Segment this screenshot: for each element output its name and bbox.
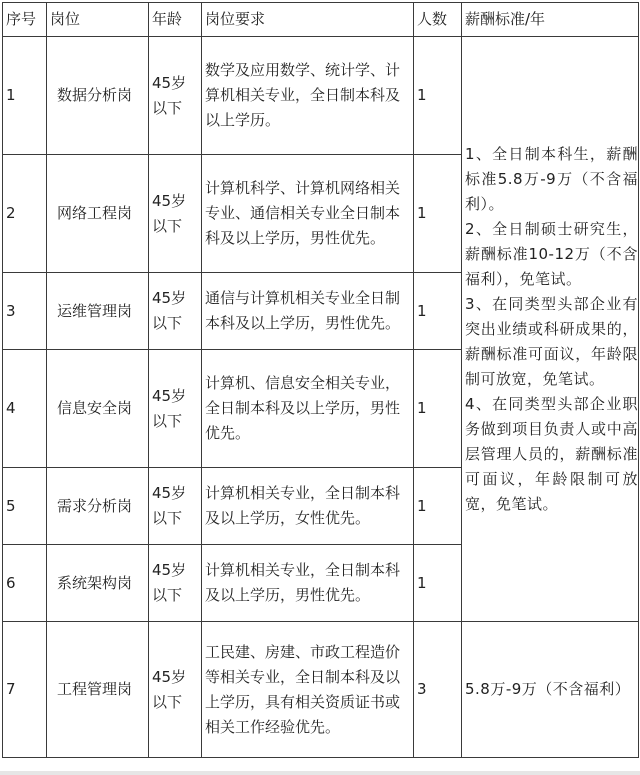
cell-count: 1 xyxy=(414,545,462,622)
salary-notes-cell xyxy=(462,37,639,622)
cell-seq: 3 xyxy=(3,273,47,350)
cell-position: 需求分析岗 xyxy=(47,468,149,545)
cell-age: 45岁以下 xyxy=(149,155,202,273)
cell-count: 1 xyxy=(414,350,462,468)
cell-age: 45岁以下 xyxy=(149,273,202,350)
cell-seq: 5 xyxy=(3,468,47,545)
cell-salary: 5.8万-9万（不含福利） xyxy=(462,622,639,758)
cell-age: 45岁以下 xyxy=(149,37,202,155)
cell-seq: 6 xyxy=(3,545,47,622)
cell-count: 1 xyxy=(414,155,462,273)
cell-requirement: 数学及应用数学、统计学、计算机相关专业，全日制本科及以上学历。 xyxy=(202,37,414,155)
header-age: 年龄 xyxy=(149,3,202,37)
cell-position: 运维管理岗 xyxy=(47,273,149,350)
cell-position: 信息安全岗 xyxy=(47,350,149,468)
cell-requirement: 通信与计算机相关专业全日制本科及以上学历，男性优先。 xyxy=(202,273,414,350)
cell-requirement: 计算机相关专业，全日制本科及以上学历，女性优先。 xyxy=(202,468,414,545)
cell-count: 1 xyxy=(414,37,462,155)
cell-count: 1 xyxy=(414,273,462,350)
cell-count: 3 xyxy=(414,622,462,758)
cell-age: 45岁以下 xyxy=(149,350,202,468)
cell-position: 系统架构岗 xyxy=(47,545,149,622)
cell-count: 1 xyxy=(414,468,462,545)
cell-seq: 2 xyxy=(3,155,47,273)
table-row xyxy=(3,622,639,758)
header-salary: 薪酬标准/年 xyxy=(462,3,639,37)
cell-position: 数据分析岗 xyxy=(47,37,149,155)
salary-note: 4、在同类型头部企业职务做到项目负责人或中高层管理人员的，薪酬标准可面议，年龄限制可放宽，免笔试。 xyxy=(465,394,638,513)
salary-note: 3、在同类型头部企业有突出业绩或科研成果的，薪酬标准可面议，年龄限制可放宽，免笔试。 xyxy=(465,294,638,388)
header-seq: 序号 xyxy=(3,3,47,37)
table-row xyxy=(3,37,639,155)
salary-note: 1、全日制本科生，薪酬标准5.8万-9万（不含福利）。 xyxy=(465,144,638,213)
cell-seq: 4 xyxy=(3,350,47,468)
cell-requirement: 计算机、信息安全相关专业，全日制本科及以上学历，男性优先。 xyxy=(202,350,414,468)
cell-seq: 1 xyxy=(3,37,47,155)
cell-requirement: 计算机科学、计算机网络相关专业、通信相关专业全日制本科及以上学历，男性优先。 xyxy=(202,155,414,273)
recruitment-table xyxy=(2,2,639,758)
cell-age: 45岁以下 xyxy=(149,622,202,758)
bottom-divider xyxy=(0,771,640,775)
cell-requirement: 计算机相关专业，全日制本科及以上学历，男性优先。 xyxy=(202,545,414,622)
cell-position: 工程管理岗 xyxy=(47,622,149,758)
cell-age: 45岁以下 xyxy=(149,468,202,545)
header-row xyxy=(3,3,639,37)
cell-seq: 7 xyxy=(3,622,47,758)
header-count: 人数 xyxy=(414,3,462,37)
cell-age: 45岁以下 xyxy=(149,545,202,622)
salary-note: 2、全日制硕士研究生，薪酬标准10-12万（不含福利），免笔试。 xyxy=(465,219,638,288)
cell-position: 网络工程岗 xyxy=(47,155,149,273)
header-position: 岗位 xyxy=(47,3,149,37)
cell-requirement: 工民建、房建、市政工程造价等相关专业，全日制本科及以上学历，具有相关资质证书或相关工作经验优先。 xyxy=(202,622,414,758)
header-requirement: 岗位要求 xyxy=(202,3,414,37)
